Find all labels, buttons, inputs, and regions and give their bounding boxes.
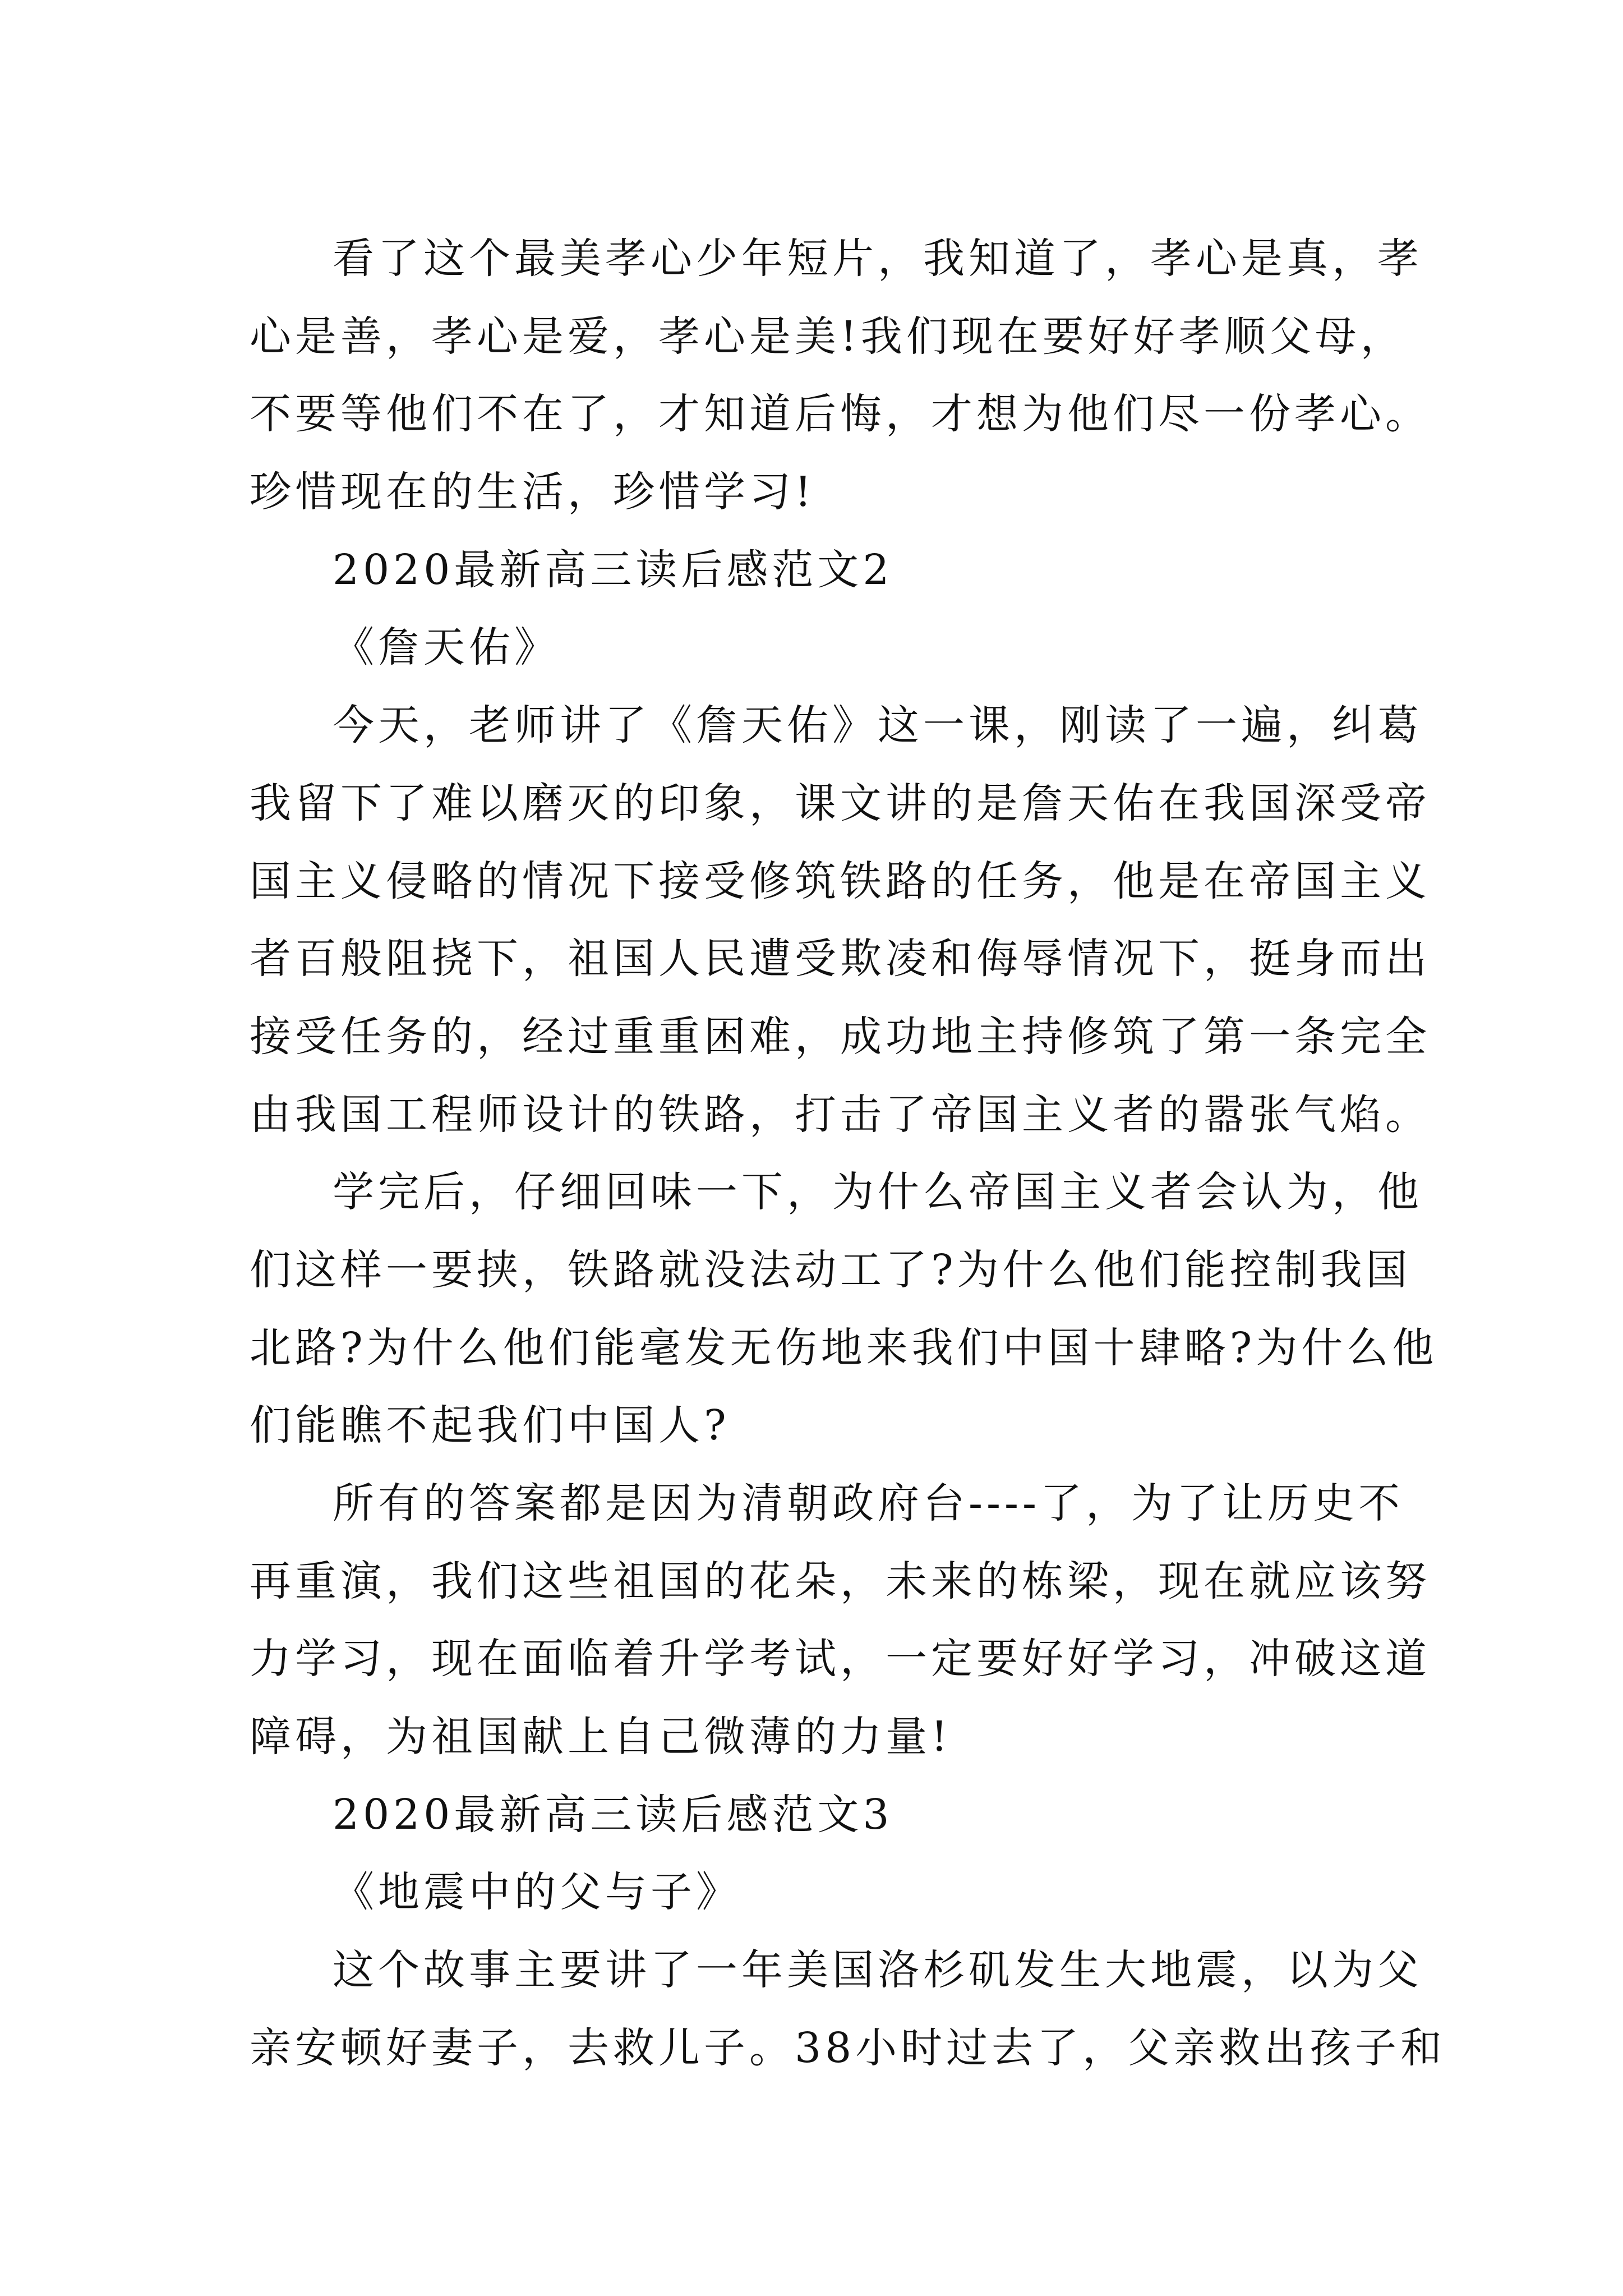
text-line: 2020最新高三读后感范文3 (333, 1790, 893, 1839)
text-line: 学完后，仔细回味一下，为什么帝国主义者会认为，他 (333, 1168, 1423, 1217)
text-line: 国主义侵略的情况下接受修筑铁路的任务，他是在帝国主义 (250, 857, 1431, 905)
text-line: 们这样一要挟，铁路就没法动工了?为什么他们能控制我国 (250, 1245, 1412, 1294)
text-line: 《詹天佑》 (333, 623, 560, 672)
text-line: 障碍，为祖国献上自己微薄的力量! (250, 1713, 952, 1761)
text-line: 心是善，孝心是爱，孝心是美!我们现在要好好孝顺父母， (250, 312, 1406, 361)
text-line: 《地震中的父与子》 (333, 1868, 741, 1917)
document-body (250, 220, 1446, 2087)
text-line: 看了这个最美孝心少年短片，我知道了，孝心是真，孝 (333, 234, 1423, 283)
text-line: 亲安顿好妻子，去救儿子。38小时过去了，父亲救出孩子和 (250, 2023, 1446, 2072)
text-line: 们能瞧不起我们中国人? (250, 1401, 730, 1450)
text-line: 再重演，我们这些祖国的花朵，未来的栋梁，现在就应该努 (250, 1557, 1431, 1605)
text-line: 今天，老师讲了《詹天佑》这一课，刚读了一遍，纠葛 (333, 701, 1423, 750)
text-line: 2020最新高三读后感范文2 (333, 545, 893, 594)
text-line: 者百般阻挠下，祖国人民遭受欺凌和侮辱情况下，挺身而出 (250, 935, 1431, 983)
text-line: 珍惜现在的生活，珍惜学习! (250, 468, 815, 517)
text-line: 北路?为什么他们能毫发无伤地来我们中国十肆略?为什么他 (250, 1323, 1438, 1372)
text-line: 由我国工程师设计的铁路，打击了帝国主义者的嚣张气焰。 (250, 1090, 1431, 1139)
text-line: 所有的答案都是因为清朝政府台----了，为了让历史不 (333, 1479, 1404, 1527)
text-line: 这个故事主要讲了一年美国洛杉矶发生大地震，以为父 (333, 1946, 1423, 1995)
text-line: 不要等他们不在了，才知道后悔，才想为他们尽一份孝心。 (250, 390, 1431, 439)
text-line: 接受任务的，经过重重困难，成功地主持修筑了第一条完全 (250, 1012, 1431, 1061)
text-line: 力学习，现在面临着升学考试，一定要好好学习，冲破这道 (250, 1635, 1431, 1683)
text-line: 我留下了难以磨灭的印象，课文讲的是詹天佑在我国深受帝 (250, 779, 1431, 827)
